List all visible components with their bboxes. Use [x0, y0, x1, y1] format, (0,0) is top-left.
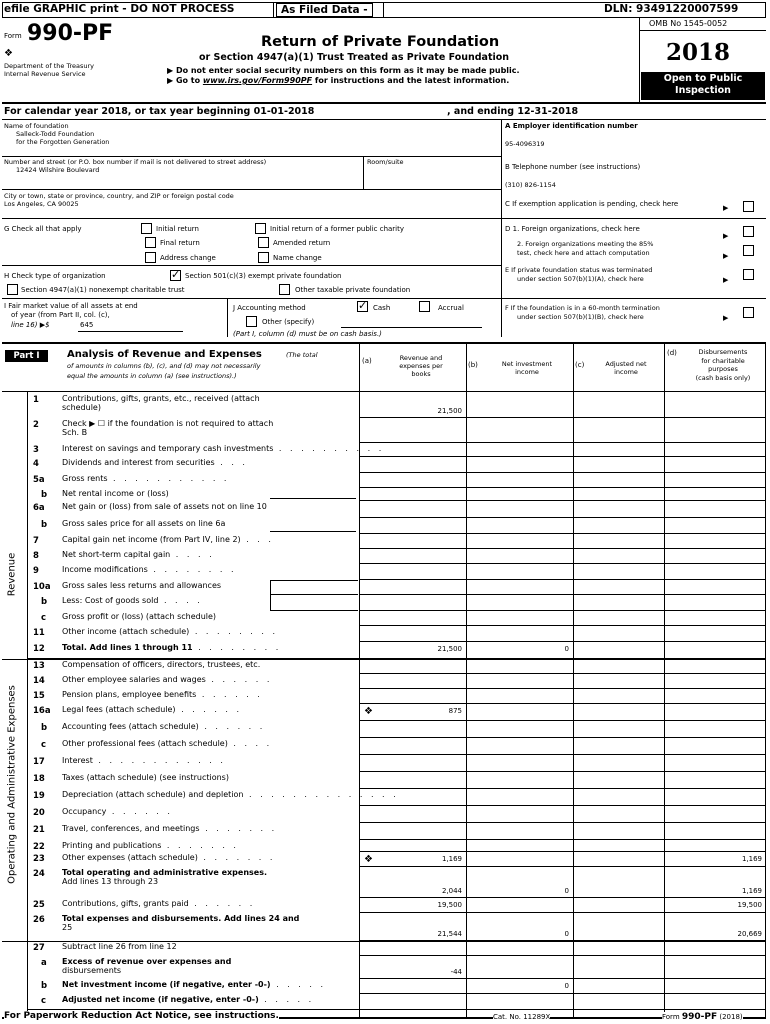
dept-irs: Internal Revenue Service	[4, 70, 86, 78]
row-label: Travel, conferences, and meetings . . . . . . .	[62, 824, 278, 833]
row-number: 19	[33, 791, 45, 801]
row-number: 22	[33, 842, 45, 852]
phone-value: (310) 826-1154	[505, 181, 556, 189]
eagle-icon: ❖	[4, 48, 13, 59]
row-number: c	[41, 740, 47, 750]
e-label-b: under section 507(b)(1)(A), check here	[517, 275, 644, 283]
row-number: b	[41, 981, 48, 991]
city-value: Los Angeles, CA 90025	[4, 200, 79, 208]
expenses-side-label: Operating and Administrative Expenses	[6, 685, 18, 884]
open-to-public: Open to Public	[663, 73, 743, 84]
former-public-charity-checkbox[interactable]	[255, 223, 266, 234]
d2-checkbox[interactable]	[743, 245, 754, 256]
table-row	[0, 738, 770, 755]
d2-label-b: test, check here and attach computation	[517, 249, 650, 257]
f-label-b: under section 507(b)(1)(B), check here	[517, 313, 644, 321]
i-label-3: line 16) ▶$	[11, 321, 50, 329]
leader-dots: . . . . . . .	[199, 824, 278, 833]
leader-dots: . . . . . .	[196, 690, 263, 699]
row-number: 1	[33, 395, 39, 405]
cell-b: 0	[564, 930, 569, 938]
leader-dots: . . .	[240, 535, 274, 544]
row-number: 20	[33, 808, 45, 818]
table-row	[0, 473, 770, 488]
leader-dots: . . . .	[170, 550, 215, 559]
leader-dots: . . . . . . . . . .	[273, 444, 385, 453]
4947-checkbox[interactable]	[7, 284, 18, 295]
form-number: 990-PF	[27, 21, 114, 46]
row-label: Net short-term capital gain . . . .	[62, 550, 215, 559]
instruction-link-line: ▶ Go to www.irs.gov/Form990PF for instructions and the latest information.	[167, 76, 510, 85]
cell-a: 21,500	[437, 645, 462, 653]
table-row	[0, 564, 770, 580]
inline-entry-box[interactable]	[270, 580, 358, 595]
table-row	[0, 659, 770, 674]
i-label-1: I Fair market value of all assets at end	[4, 302, 138, 310]
cell-a: 2,044	[441, 887, 462, 895]
room-label: Room/suite	[367, 158, 404, 166]
row-number: b	[41, 490, 48, 500]
row-label: Dividends and interest from securities . . .	[62, 458, 248, 467]
table-row	[0, 674, 770, 689]
e-checkbox[interactable]	[743, 269, 754, 280]
street-address: 12424 Wilshire Boulevard	[16, 166, 100, 174]
foundation-name-1: Salleck-Todd Foundation	[16, 130, 95, 138]
row-number: 21	[33, 825, 45, 835]
row-label: Total operating and administrative expenses. Add lines 13 through 23	[62, 868, 267, 886]
address-change-label: Address change	[160, 254, 216, 262]
row-label: Less: Cost of goods sold . . . .	[62, 596, 203, 605]
arrow-icon: ▶	[723, 314, 729, 322]
row-number: c	[41, 996, 47, 1006]
col-a-tag: (a)	[362, 357, 372, 365]
efile-banner: efile GRAPHIC print - DO NOT PROCESS	[4, 3, 235, 15]
row-number: 7	[33, 536, 39, 546]
cell-d: 1,169	[741, 855, 762, 863]
row-label: Interest . . . . . . . . . . . .	[62, 756, 226, 765]
cash-label: Cash	[373, 304, 391, 312]
leader-dots: . . . . . . . . . . .	[107, 474, 230, 483]
attachment-icon[interactable]: ❖	[364, 706, 373, 717]
dln: DLN: 93491220007599	[604, 3, 739, 15]
accrual-label: Accrual	[438, 304, 464, 312]
leader-dots: . . . . . . . . . . . . . .	[243, 790, 399, 799]
row-number: 16a	[33, 706, 51, 716]
cell-a: 19,500	[437, 901, 462, 909]
omb-number: OMB No 1545-0052	[649, 19, 728, 28]
leader-dots: . . . . . . . .	[189, 627, 278, 636]
leader-dots: . . . . . .	[175, 705, 243, 714]
part-badge: Part I	[5, 350, 48, 362]
row-number: 10a	[33, 582, 51, 592]
j-label: J Accounting method	[233, 304, 306, 312]
row-number: b	[41, 520, 48, 530]
fmv-value: 645	[80, 321, 94, 329]
row-number: 23	[33, 854, 45, 864]
table-row	[0, 704, 770, 721]
row-label: Net gain or (loss) from sale of assets not on line 10	[62, 502, 267, 511]
arrow-icon: ▶	[723, 252, 729, 260]
row-number: 14	[33, 676, 45, 686]
row-label: Taxes (attach schedule) (see instructions)	[62, 773, 229, 782]
table-row	[0, 979, 770, 994]
form-subtitle: or Section 4947(a)(1) Trust Treated as Private Foundation	[199, 52, 510, 63]
table-row	[0, 772, 770, 789]
row-label: Total. Add lines 1 through 11 . . . . . . . .	[62, 643, 282, 652]
name-change-label: Name change	[273, 254, 322, 262]
cell-a: 21,544	[437, 930, 462, 938]
filed-banner: As Filed Data -	[276, 3, 373, 17]
city-label: City or town, state or province, country, and ZIP or foreign postal code	[4, 192, 234, 200]
cell-b: 0	[564, 982, 569, 990]
cell-d: 20,669	[737, 930, 762, 938]
ein-label: A Employer identification number	[505, 122, 638, 130]
name-change-checkbox[interactable]	[258, 252, 269, 263]
d2-label-a: 2. Foreign organizations meeting the 85%	[517, 240, 654, 248]
amended-return-checkbox[interactable]	[258, 237, 269, 248]
dept-treasury: Department of the Treasury	[4, 62, 95, 70]
row-number: a	[41, 958, 47, 968]
cell-a: -44	[450, 968, 462, 976]
cell-a: 21,500	[437, 407, 462, 415]
other-taxable-checkbox[interactable]	[279, 284, 290, 295]
table-row	[0, 956, 770, 979]
col-d-tag: (d)	[667, 349, 677, 357]
row-number: 3	[33, 445, 39, 455]
row-number: 11	[33, 628, 45, 638]
col-b-header: Net investment income	[501, 360, 553, 376]
arrow-icon: ▶	[723, 232, 729, 240]
row-label: Gross profit or (loss) (attach schedule)	[62, 612, 217, 621]
tax-year: 2018	[666, 39, 731, 66]
leader-dots: . . . . . . . .	[147, 565, 237, 574]
row-number: b	[41, 597, 48, 607]
cell-b: 0	[564, 645, 569, 653]
i-label-2: of year (from Part II, col. (c),	[11, 311, 110, 319]
d1-checkbox[interactable]	[743, 226, 754, 237]
cell-d: 19,500	[737, 901, 762, 909]
501c3-checkbox[interactable]	[170, 270, 181, 281]
c-checkbox[interactable]	[743, 201, 754, 212]
row-number: 24	[33, 869, 45, 879]
row-label: Contributions, gifts, grants, etc., received (attach schedule)	[62, 394, 260, 412]
amended-return-label: Amended return	[273, 239, 331, 247]
row-label: Total expenses and disbursements. Add lines 24 and 25	[62, 914, 300, 932]
table-row	[0, 806, 770, 823]
ein-value: 95-4096319	[505, 140, 545, 148]
foundation-name-2: for the Forgotten Generation	[16, 138, 110, 146]
arrow-icon: ▶	[723, 276, 729, 284]
footer-form: Form 990-PF (2018)	[662, 1012, 743, 1022]
row-label: Gross sales price for all assets on line 6a	[62, 519, 226, 528]
other-taxable-label: Other taxable private foundation	[295, 286, 411, 294]
row-number: 5a	[33, 475, 45, 485]
f-label-a: F If the foundation is in a 60-month termination	[505, 304, 660, 312]
row-label: Excess of revenue over expenses and disbursements	[62, 957, 232, 975]
table-row	[0, 852, 770, 867]
form-prefix: Form	[4, 32, 22, 40]
table-row	[0, 913, 770, 941]
row-number: 13	[33, 661, 45, 671]
row-number: 8	[33, 551, 39, 561]
final-return-checkbox[interactable]	[145, 237, 156, 248]
row-label: Pension plans, employee benefits . . . . . .	[62, 690, 263, 699]
table-row	[0, 418, 770, 443]
row-number: 18	[33, 774, 45, 784]
row-number: 26	[33, 915, 45, 925]
row-number: 2	[33, 420, 39, 430]
initial-return-label: Initial return	[156, 225, 199, 233]
e-label-a: E If private foundation status was terminated	[505, 266, 653, 274]
table-row	[0, 823, 770, 840]
table-row	[0, 501, 770, 518]
accrual-checkbox[interactable]	[419, 301, 430, 312]
table-row	[0, 789, 770, 806]
501c3-label: Section 501(c)(3) exempt private foundation	[185, 272, 342, 280]
table-row	[0, 488, 770, 501]
leader-dots: . . . . . .	[205, 675, 273, 684]
row-number: 25	[33, 900, 45, 910]
table-row	[0, 393, 770, 418]
table-row	[0, 689, 770, 704]
phone-label: B Telephone number (see instructions)	[505, 163, 641, 171]
address-change-checkbox[interactable]	[145, 252, 156, 263]
tax-year-end: , and ending 12-31-2018	[447, 106, 579, 117]
table-row	[0, 898, 770, 913]
row-label: Other income (attach schedule) . . . . . . . .	[62, 627, 278, 636]
row-number: 6a	[33, 503, 45, 513]
row-label: Legal fees (attach schedule) . . . . . .	[62, 705, 243, 714]
table-row	[0, 941, 770, 956]
leader-dots: . . . . .	[258, 995, 315, 1004]
inspection: Inspection	[675, 85, 731, 96]
arrow-icon: ▶	[723, 204, 729, 212]
row-label: Depreciation (attach schedule) and depletion . . . . . . . . . . . . . .	[62, 790, 399, 799]
4947-label: Section 4947(a)(1) nonexempt charitable trust	[21, 286, 185, 294]
former-public-charity-label: Initial return of a former public charity	[270, 225, 405, 233]
row-label: Other expenses (attach schedule) . . . . . . .	[62, 853, 276, 862]
table-row	[0, 867, 770, 898]
leader-dots: . . . . . . . .	[192, 643, 282, 652]
row-label: Other professional fees (attach schedule) . . . .	[62, 739, 273, 748]
cell-a: 1,169	[441, 855, 462, 863]
row-label: Printing and publications . . . . . . .	[62, 841, 239, 850]
table-row	[0, 443, 770, 457]
leader-dots: . . . . .	[270, 980, 327, 989]
irs-link[interactable]: www.irs.gov/Form990PF	[202, 76, 313, 85]
row-number: c	[41, 613, 47, 623]
table-row	[0, 457, 770, 473]
row-number: 15	[33, 691, 45, 701]
footer-cat-no: Cat. No. 11289X	[493, 1013, 551, 1021]
col-a-header: Revenue and expenses per books	[399, 354, 443, 378]
row-label: Check ▶ ☐ if the foundation is not required to attach Sch. B	[62, 419, 274, 437]
cash-basis-note: (Part I, column (d) must be on cash basis.)	[233, 330, 382, 338]
col-b-tag: (b)	[468, 361, 478, 369]
address-label: Number and street (or P.O. box number if mail is not delivered to street address)	[4, 158, 267, 166]
row-label: Capital gain net income (from Part IV, line 2) . . .	[62, 535, 274, 544]
other-method-label: Other (specify)	[262, 318, 315, 326]
inline-entry-box[interactable]	[270, 595, 358, 611]
row-number: b	[41, 723, 48, 733]
part-title: Analysis of Revenue and Expenses	[67, 349, 262, 360]
row-label: Contributions, gifts, grants paid . . . . . .	[62, 899, 256, 908]
row-label: Net investment income (if negative, enter -0-) . . . . .	[62, 980, 327, 989]
part-note-2: of amounts in columns (b), (c), and (d) may not necessarily	[67, 362, 261, 370]
table-row	[0, 642, 770, 659]
col-c-tag: (c)	[575, 361, 585, 369]
table-row	[0, 611, 770, 626]
foundation-name-label: Name of foundation	[4, 122, 69, 130]
instruction-ssn: ▶ Do not enter social security numbers on this form as it may be made public.	[167, 66, 520, 75]
h-label: H Check type of organization	[4, 272, 106, 280]
row-label: Occupancy . . . . . .	[62, 807, 173, 816]
leader-dots: . . . .	[158, 596, 203, 605]
leader-dots: . . . . . .	[188, 899, 256, 908]
tax-year-begin: For calendar year 2018, or tax year beginning 01-01-2018	[4, 106, 315, 117]
g-label: G Check all that apply	[4, 225, 82, 233]
leader-dots: . . . .	[227, 739, 273, 748]
row-number: 12	[33, 644, 45, 654]
footer-paperwork: For Paperwork Reduction Act Notice, see instructions.	[4, 1011, 279, 1021]
initial-return-checkbox[interactable]	[141, 223, 152, 234]
c-label: C If exemption application is pending, check here	[505, 200, 679, 208]
cell-b: 0	[564, 887, 569, 895]
attachment-icon[interactable]: ❖	[364, 854, 373, 865]
cell-d: 1,169	[741, 887, 762, 895]
d1-label: D 1. Foreign organizations, check here	[505, 225, 640, 233]
row-label: Adjusted net income (if negative, enter -0-) . . . . .	[62, 995, 315, 1004]
final-return-label: Final return	[160, 239, 200, 247]
row-label: Net rental income or (loss)	[62, 489, 169, 498]
row-label: Gross rents . . . . . . . . . . .	[62, 474, 230, 483]
leader-dots: . . . . . . . . . . . .	[92, 756, 226, 765]
table-row	[0, 534, 770, 549]
part-note-3: equal the amounts in column (a) (see instructions).)	[67, 372, 237, 380]
table-row	[0, 626, 770, 642]
leader-dots: . . .	[214, 458, 248, 467]
leader-dots: . . . . . .	[198, 722, 266, 731]
row-label: Compensation of officers, directors, trustees, etc.	[62, 660, 261, 669]
form-title: Return of Private Foundation	[261, 34, 500, 50]
table-row	[0, 549, 770, 564]
table-row	[0, 595, 770, 611]
table-row	[0, 580, 770, 595]
row-label: Other employee salaries and wages . . . . . .	[62, 675, 273, 684]
row-label: Interest on savings and temporary cash investments . . . . . . . . . .	[62, 444, 385, 453]
part-note-1: (The total	[286, 351, 318, 359]
cash-checkbox[interactable]	[357, 301, 368, 312]
col-c-header: Adjusted net income	[605, 360, 647, 376]
leader-dots: . . . . . .	[106, 807, 173, 816]
row-number: 17	[33, 757, 45, 767]
f-checkbox[interactable]	[743, 307, 754, 318]
table-row	[0, 518, 770, 534]
revenue-side-label: Revenue	[6, 552, 18, 597]
row-number: 27	[33, 943, 45, 953]
table-row	[0, 994, 770, 1010]
leader-dots: . . . . . . .	[161, 841, 239, 850]
leader-dots: . . . . . . .	[197, 853, 276, 862]
row-label: Gross sales less returns and allowances	[62, 581, 222, 590]
table-row	[0, 840, 770, 852]
row-label: Accounting fees (attach schedule) . . . . . .	[62, 722, 266, 731]
col-d-header: Disbursements for charitable purposes (cash basis only)	[695, 348, 751, 382]
row-label: Subtract line 26 from line 12	[62, 942, 177, 951]
row-label: Income modifications . . . . . . . .	[62, 565, 237, 574]
table-row	[0, 721, 770, 738]
table-row	[0, 755, 770, 772]
row-number: 4	[33, 459, 39, 469]
row-number: 9	[33, 566, 39, 576]
other-method-checkbox[interactable]	[246, 316, 257, 327]
cell-a: 875	[448, 707, 462, 715]
